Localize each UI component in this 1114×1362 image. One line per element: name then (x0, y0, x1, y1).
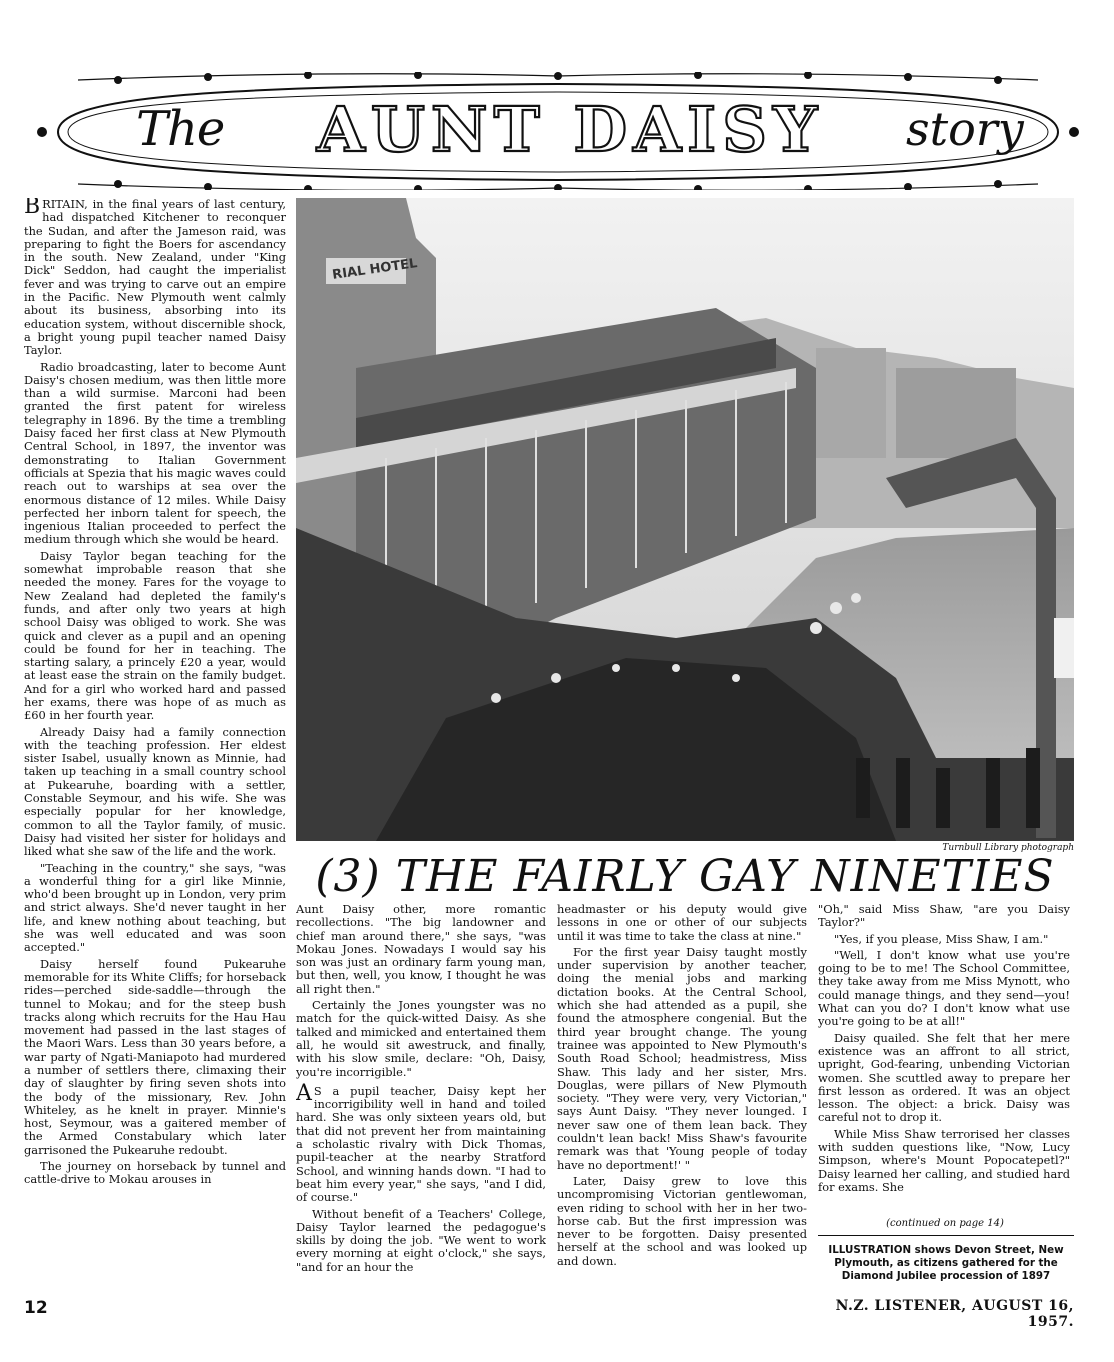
photo-illustration (296, 198, 1074, 841)
page-number: 12 (24, 1298, 48, 1318)
drop-cap: A (296, 1080, 312, 1106)
paragraph: "Well, I don't know what use you're going to be to me! The School Committee, they take away from me Miss Mynott, who could manage things, and they send—you! What can you do? I don't know what use you're going to be at all!" (818, 947, 1070, 1029)
illustration-caption: ILLUSTRATION shows Devon Street, New Plymouth, as citizens gathered for the Diamond Jubilee procession of 1897 (828, 1244, 1064, 1282)
paragraph: Already Daisy had a family connection with the teaching profession. Her eldest sister Isabel, usually known as Minnie, had taken up teaching in a small country school at Pukearuhe, boarding with a settler, Constable Seymour, and his wife. She was especially popular for her knowledge, common to all the Taylor family, of music. Daisy had visited her sister for holidays and liked what she saw of the life and the work. (24, 724, 286, 859)
paragraph: "Oh," said Miss Shaw, "are you Daisy Taylor?" (818, 903, 1070, 930)
paragraph: The journey on horseback by tunnel and cattle-drive to Mokau arouses in (24, 1159, 286, 1187)
paragraph: For the first year Daisy taught mostly under supervision by another teacher, doing the menial jobs and marking dictation books. At the Central School, which she had attended as a pupil, she found the atmosphere congenial. But the third year brought change. The young trainee was appointed to New Plymouth's South Road School; headmistress, Miss Shaw. This lady and her sister, Mrs. Douglas, were pillars of New Plymouth society. "They were very, very Victorian," says Aunt Daisy. "They never lounged. I never saw one of them lean back. They couldn't lean back! Miss Shaw's favourite remark was that 'Young people of today have no deportment!' " (557, 944, 807, 1172)
paragraph: BRITAIN, in the final years of last century, had dispatched Kitchener to reconquer the Sudan, and after the Jameson raid, was preparing to fight the Boers for ascendancy in the south. New Zealand, under "King Dick" Seddon, had caught the imperialist fever and was trying to carve out an empire in the Pacific. New Plymouth went calmly about its business, absorbing into its education system, without discernible shock, a bright young pupil teacher named Daisy Taylor. (24, 198, 286, 358)
paragraph: While Miss Shaw terrorised her classes with sudden questions like, "Now, Lucy Simpson, where's Mount Popocatepetl?" Daisy learned her calling, and studied hard for exams. She (818, 1126, 1070, 1194)
photo-credit: Turnbull Library photograph (942, 843, 1074, 853)
paragraph: "Yes, if you please, Miss Shaw, I am." (834, 931, 1049, 946)
article-column-3 (557, 903, 807, 1295)
continued-note: (continued on page 14) (886, 1218, 1004, 1229)
paragraph: Later, Daisy grew to love this uncompromising Victorian gentlewoman, even riding to school with her in her two-horse cab. But the first impression was never to be forgotten. Daisy presented herself at the school and was looked up and down. (557, 1173, 807, 1268)
masthead-title: AUNT DAISY (316, 92, 824, 166)
paragraph: "Teaching in the country," she says, "was a wonderful thing for a girl like Minnie, who'd been brought up in London, very prim and strict always. She'd never taught in her life, and knew nothing about teaching, but she was well educated and was soon accepted." (24, 860, 286, 955)
masthead-the: The (136, 101, 225, 157)
hotel-sign: RIAL HOTEL (331, 256, 419, 283)
paragraph: Daisy quailed. She felt that her mere existence was an affront to all strict, upright, God-fearing, unbending Victorian women. She scuttled away to prepare her first lesson as ordered. It was an object lesson. The object: a brick. Daisy was careful not to drop it. (818, 1030, 1070, 1125)
masthead-story: story (906, 102, 1024, 156)
issue-line: N.Z. LISTENER, AUGUST 16, 1957. (835, 1298, 1074, 1330)
paragraph: headmaster or his deputy would give lessons in one or other of our subjects until it was time to take the class at nine." (557, 903, 807, 943)
paragraph: Without benefit of a Teachers' College, Daisy Taylor learned the pedagogue's skills by doing the job. "We went to work every morning at eight o'clock," she says, "and for an hour the (296, 1206, 546, 1274)
article-column-4 (818, 903, 1070, 1233)
paragraph: Radio broadcasting, later to become Aunt Daisy's chosen medium, was then little more than a wild surmise. Marconi had been granted the first patent for wireless telegraphy in 1896. By the time a trembling Daisy faced her first class at New Plymouth Central School, in 1897, the inventor was demonstrating to Italian Government officials at Spezia that his magic waves could reach out to warships at sea over the enormous distance of 12 miles. While Daisy perfected her inborn talent for speech, the ingenious Italian proceeded to perfect the medium through which she would be heard. (24, 359, 286, 547)
paragraph: Aunt Daisy other, more romantic recollections. "The big landowner and chief man around there," she says, "was Mokau Jones. Nowadays I would say his son was just an ordinary farm young man, but then, well, you know, I thought he was all right then." (296, 903, 546, 996)
headline: (3) THE FAIRLY GAY NINETIES (315, 851, 1055, 902)
paragraph: Daisy herself found Pukearuhe memorable for its White Cliffs; for horseback rides—perched side-saddle—through the tunnel to Mokau; and for the steep bush tracks along which recruits for the Hau Hau movement had passed in the last stages of the Maori Wars. Less than 30 years before, a war party of Ngati-Maniapoto had murdered a number of settlers there, climaxing their day of slaughter by firing seven shots into the body of the missionary, Rev. John Whiteley, as he knelt in prayer. Minnie's host, Seymour, was a gaitered member of the Armed Constabulary which later garrisoned the Pukearuhe redoubt. (24, 956, 286, 1157)
article-column-1 (24, 198, 286, 1292)
paragraph: Daisy Taylor began teaching for the somewhat improbable reason that she needed the money. Fares for the voyage to New Zealand had depleted the family's funds, and after only two years at high school Daisy was obliged to work. She was quick and clever as a pupil and an opening could be found for her in teaching. The starting salary, a princely £20 a year, would at least ease the strain on the family budget. And for a girl who worked hard and passed her exams, there was hope of as much as £60 in her fourth year. (24, 548, 286, 723)
article-column-2 (296, 903, 546, 1295)
paragraph: A S a pupil teacher, Daisy kept her incorrigibility well in hand and toiled hard. She was only sixteen years old, but that did not prevent her from maintaining a scholastic rivalry with Dick Thomas, pupil-teacher at the nearby Stratford School, and winning hands down. "I had to beat him every year," she says, "and I did, of course." (296, 1080, 546, 1205)
masthead (28, 72, 1088, 190)
street-photograph (296, 198, 1074, 841)
drop-cap: B (24, 198, 41, 219)
paragraph: Certainly the Jones youngster was no match for the quick-witted Daisy. As she talked and mimicked and entertained them all, he would sit awestruck, and finally, with his slow smile, declare: "Oh, Daisy, you're incorrigible." (296, 998, 546, 1079)
caption-divider (818, 1235, 1074, 1236)
